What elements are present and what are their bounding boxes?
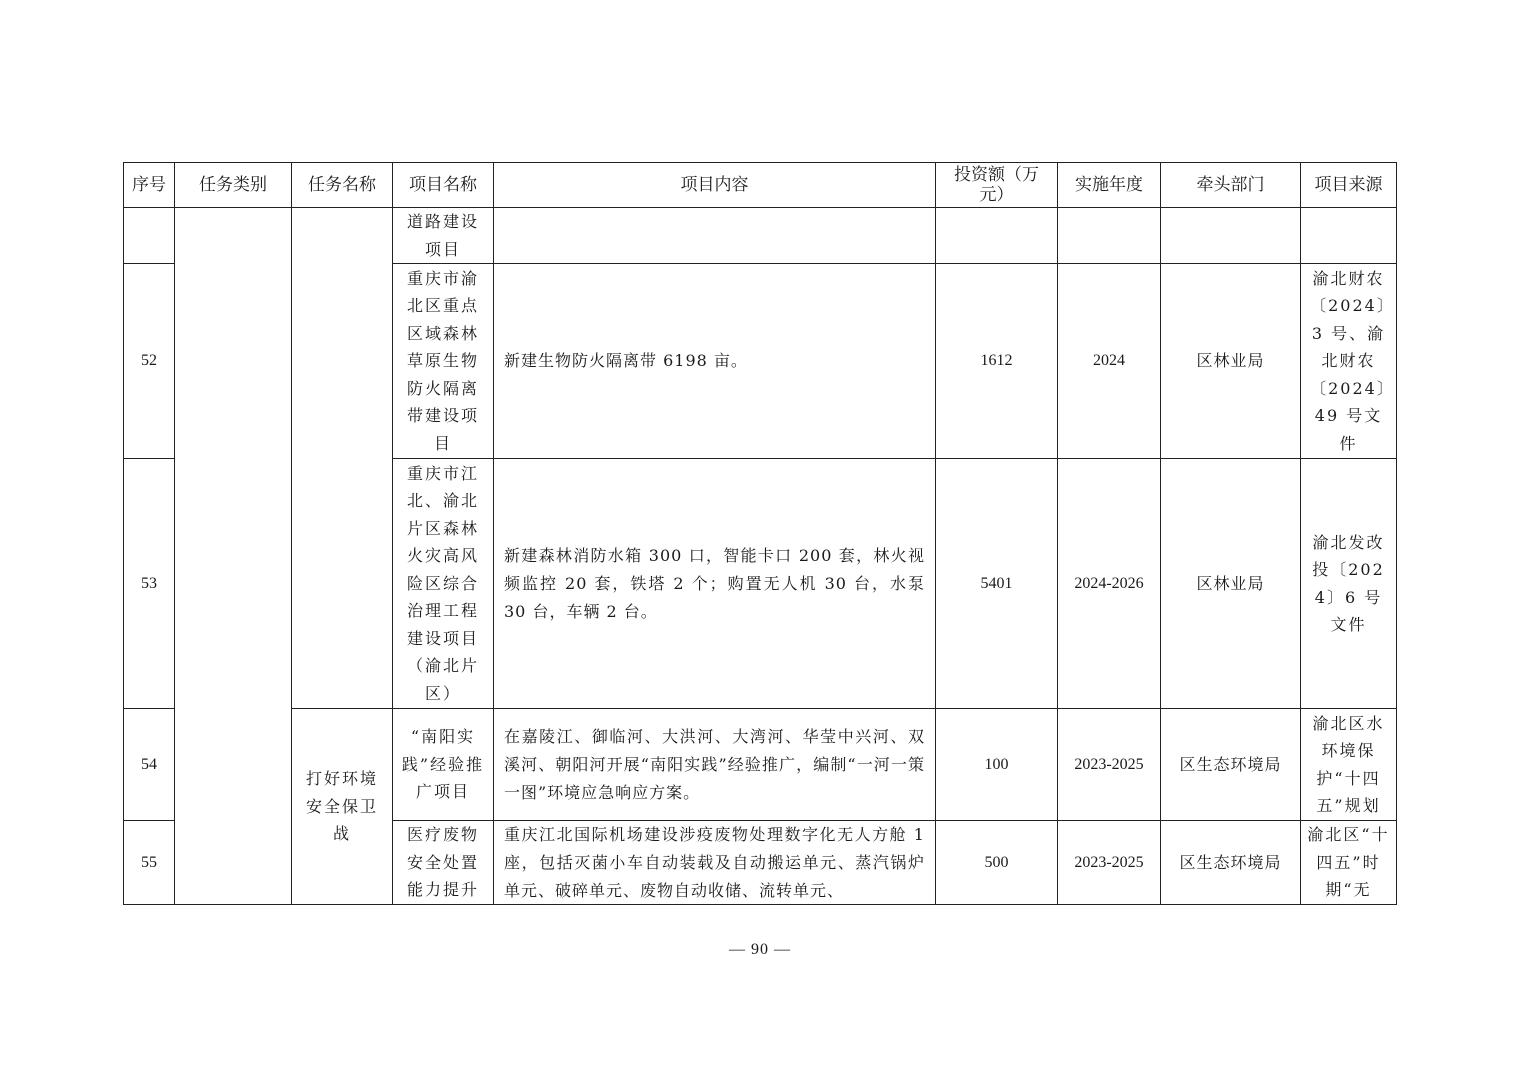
header-investment: 投资额（万元）	[936, 163, 1058, 208]
project-name-cell	[393, 821, 494, 905]
header-task-category: 任务类别	[175, 163, 292, 208]
project-content-cell: 新建生物防火隔离带 6198 亩。	[494, 264, 936, 459]
investment-cell: 500	[936, 821, 1058, 905]
table-row	[124, 208, 1397, 264]
source-cell: 渝北财农〔2024〕3 号、渝北财农〔2024〕49 号文件	[1301, 264, 1397, 459]
seq-cell: 52	[124, 264, 175, 459]
year-cell: 2023-2025	[1058, 821, 1161, 905]
page-number: — 90 —	[729, 941, 791, 958]
source-cell	[1301, 208, 1397, 264]
header-project-name: 项目名称	[393, 163, 494, 208]
seq-cell	[124, 208, 175, 264]
project-name-text: 医疗废物安全处置能力提升	[406, 825, 479, 899]
source-cell: 渝北区水环境保护“十四五”规划	[1301, 709, 1397, 821]
seq-cell: 54	[124, 709, 175, 821]
seq-cell: 53	[124, 459, 175, 709]
project-table	[123, 162, 1397, 905]
year-cell: 2023-2025	[1058, 709, 1161, 821]
investment-cell: 5401	[936, 459, 1058, 709]
source-text: 渝北区“十四五”时期“无	[1307, 825, 1390, 899]
header-year: 实施年度	[1058, 163, 1161, 208]
project-name-cell: 重庆市江北、渝北片区森林火灾高风险区综合治理工程建设项目（渝北片区）	[393, 459, 494, 709]
dept-cell: 区生态环境局	[1161, 709, 1301, 821]
seq-cell: 55	[124, 821, 175, 905]
header-lead-dept: 牵头部门	[1161, 163, 1301, 208]
header-task-name: 任务名称	[292, 163, 393, 208]
dept-cell	[1161, 208, 1301, 264]
header-source: 项目来源	[1301, 163, 1397, 208]
investment-cell: 1612	[936, 264, 1058, 459]
investment-cell: 100	[936, 709, 1058, 821]
source-cell	[1301, 821, 1397, 905]
project-content-cell: 在嘉陵江、御临河、大洪河、大湾河、华莹中兴河、双溪河、朝阳河开展“南阳实践”经验推广，编制“一河一策一图”环境应急响应方案。	[494, 709, 936, 821]
year-cell: 2024	[1058, 264, 1161, 459]
task-name-group-cell: 打好环境安全保卫战	[292, 709, 393, 905]
project-name-cell: 重庆市渝北区重点区域森林草原生物防火隔离带建设项目	[393, 264, 494, 459]
project-content-cell	[494, 821, 936, 905]
table-row	[124, 709, 1397, 821]
dept-cell: 区生态环境局	[1161, 821, 1301, 905]
table-header-row	[124, 163, 1397, 208]
header-seq: 序号	[124, 163, 175, 208]
project-name-cell: “南阳实践”经验推广项目	[393, 709, 494, 821]
project-content-text: 重庆江北国际机场建设涉疫废物处理数字化无人方舱 1 座，包括灭菌小车自动装载及自动搬运单元、蒸汽锅炉单元、破碎单元、废物自动收储、流转单元、	[504, 825, 925, 900]
year-cell	[1058, 208, 1161, 264]
task-name-cell	[292, 208, 393, 709]
year-cell: 2024-2026	[1058, 459, 1161, 709]
header-project-content: 项目内容	[494, 163, 936, 208]
dept-cell: 区林业局	[1161, 264, 1301, 459]
project-name-cell: 道路建设项目	[393, 208, 494, 264]
dept-cell: 区林业局	[1161, 459, 1301, 709]
task-category-cell	[175, 208, 292, 905]
source-cell: 渝北发改投〔2024〕6 号文件	[1301, 459, 1397, 709]
project-content-cell	[494, 208, 936, 264]
project-content-cell: 新建森林消防水箱 300 口，智能卡口 200 套，林火视频监控 20 套，铁塔 2 个；购置无人机 30 台，水泵 30 台，车辆 2 台。	[494, 459, 936, 709]
investment-cell	[936, 208, 1058, 264]
